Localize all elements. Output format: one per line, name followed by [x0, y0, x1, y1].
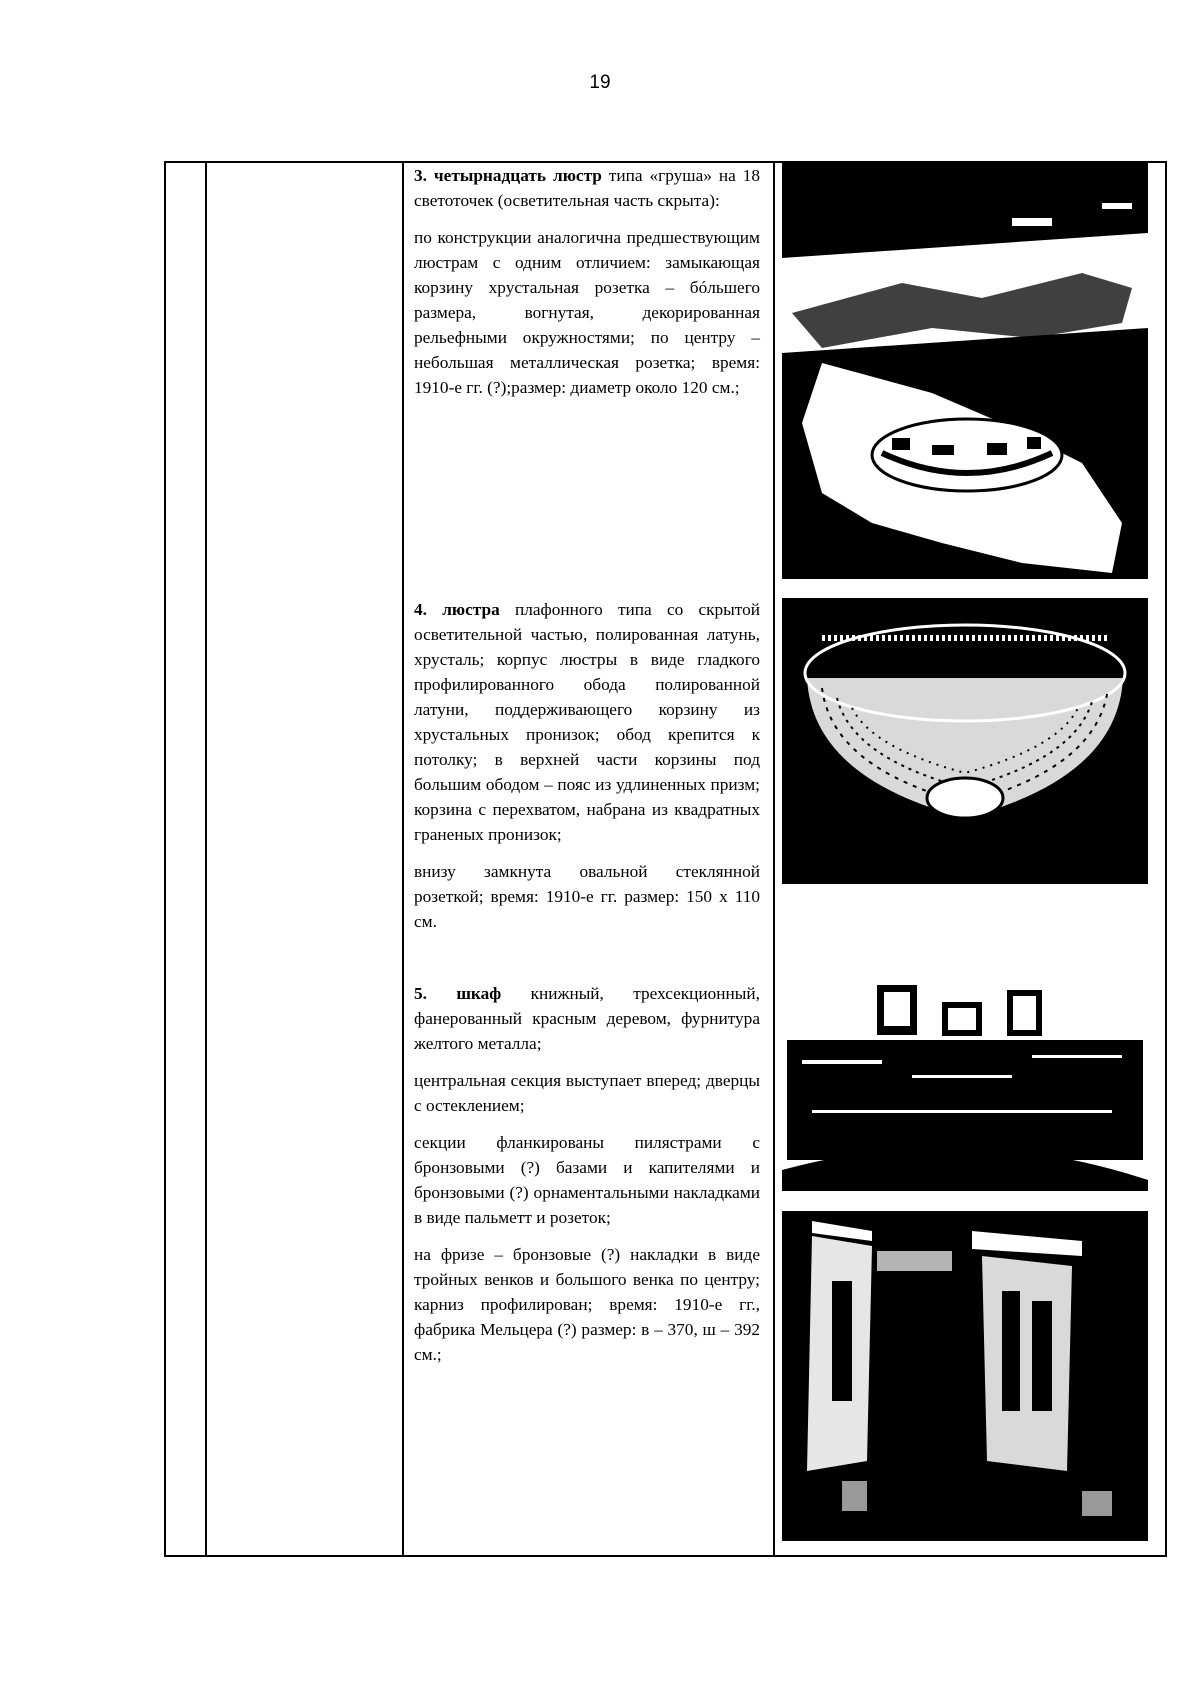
- item-4-text: плафонного типа со скрытой осветительной частью, полированная латунь, хрусталь; корпус люстры в виде гладкого профилированного обода полированной латуни, поддерживающего корзину из хрустальных пронизок; обод крепится к потолку; в верхней части корзины под большим ободом – пояс из удлиненных призм; корзина с перехватом, набрана из квадратных граненых пронизок;: [414, 600, 761, 844]
- item-4-name: люстра: [442, 600, 500, 619]
- bookcase-photo: [782, 980, 1148, 1191]
- item-5-details-2: секции фланкированы пилястрами с бронзовыми (?) базами и капителями и бронзовыми (?) орнаментальными накладками в виде пальметт и розеток;: [414, 1133, 760, 1227]
- item-5-details-1: центральная секция выступает вперед; дверцы с остеклением;: [414, 1071, 760, 1115]
- item-5-details-3: на фризе – бронзовые (?) накладки в виде тройных венков и большого венка по центру; карниз профилирован; время: 1910-е гг., фабрика Мельцера (?) размер: в – 370, ш – 392 см.;: [414, 1245, 760, 1364]
- chandelier-pear-photo: [782, 163, 1148, 579]
- column-divider-1: [205, 161, 207, 1557]
- item-4-number: 4.: [414, 600, 427, 619]
- item-4-description: [414, 597, 760, 946]
- column-divider-3: [773, 161, 775, 1557]
- bookcase-cornice-photo: [782, 1211, 1148, 1541]
- item-4-details: внизу замкнута овальной стеклянной розеткой; время: 1910-е гг. размер: 150 х 110 см.: [414, 862, 760, 931]
- column-divider-2: [402, 161, 404, 1557]
- item-3-details: по конструкции аналогична предшествующим люстрам с одним отличием: замыкающая корзину хрустальная розетка – бóльшего размера, вогнутая, декорированная рельефными окружностями; по центру – небольшая металлическая розетка; время: 1910-е гг. (?);размер: диаметр около 120 см.;: [414, 228, 760, 397]
- item-5-description: [414, 981, 760, 1379]
- page-number: 19: [589, 72, 611, 93]
- item-3-text: типа «груша» на 18 светоточек (осветительная часть скрыта):: [414, 166, 761, 210]
- item-3-description: [414, 163, 760, 412]
- ceiling-chandelier-photo: [782, 598, 1148, 884]
- item-3-name: четырнадцать люстр: [433, 166, 602, 185]
- item-3-number: 3.: [414, 166, 427, 185]
- item-5-name: шкаф: [456, 984, 502, 1003]
- item-5-number: 5.: [414, 984, 427, 1003]
- item-5-text: книжный, трехсекционный, фанерованный красным деревом, фурнитура желтого металла;: [414, 984, 760, 1053]
